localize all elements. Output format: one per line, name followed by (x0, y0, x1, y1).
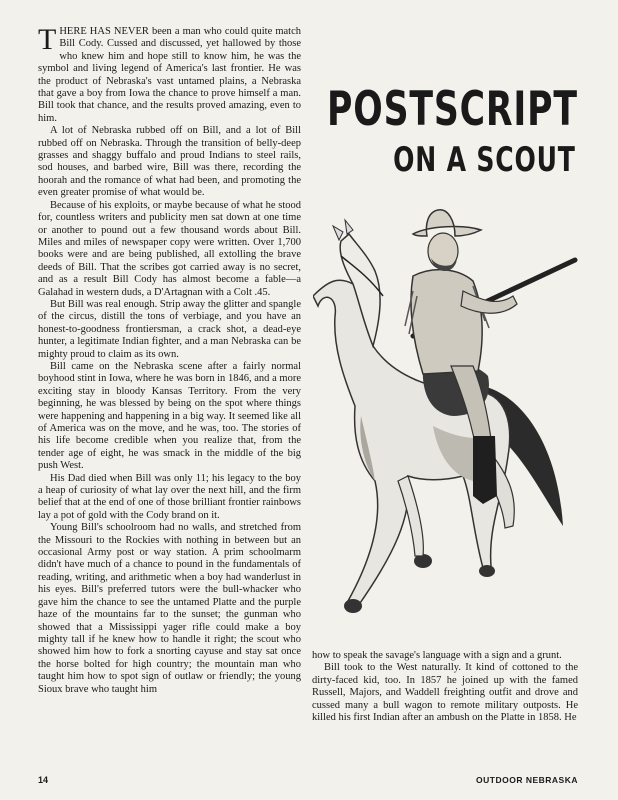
paragraph-1-text: HERE HAS NEVER been a man who could quite match Bill Cody. Cussed and discussed, yet hallowed by those who knew him and hope still to know him, he was the symbol and living legend of America's last frontier. He was the product of Nebraska's vast untamed plains, a Nebraska that gave a boy from Iowa the chance to prove himself a man. Bill took that chance, and the results proved amazing, even to him. (38, 26, 301, 124)
paragraph-7: Young Bill's schoolroom had no walls, and stretched from the Missouri to the Rockies with nothing in between but an occasional Army post or way station. A prim schoolmarm didn't have much of a chance to pound in the fundamentals of reading, writing, and arithmetic when a boy had wanderlust in his eyes. Bill's preferred tutors were the bull-whacker who gave him the chance to see the untamed Platte and the purple haze of the mountains far to the sunset; the gunman who showed that a Mississippi yager rifle could make a boy mighty tall if he knew how to handle it right; the scout who showed him how to fork a snorting cayuse and stay sat once the horse bolted for high country; the mountain man who taught him how to spot sign of outlaw or friendly; the young Sioux brave who taught him (38, 522, 301, 695)
drop-cap: T (38, 23, 57, 56)
buffalo-bill-on-horse-illustration (313, 196, 583, 626)
article-title: POSTSCRIPT (327, 82, 578, 137)
paragraph-3: Because of his exploits, or maybe because of what he stood for, countless writers and publicity men sat down at one time or another to pound out a few thousand words about Bill. Miles and miles of newspaper copy were written. Over 1,700 books were and are being published, all extolling the brave deeds of Bill. That the scribes got carried away is no secret, and as a result Bill Cody has almost become a fable—a Galahad in western duds, a D'Artagnan with a Colt .45. (38, 199, 301, 298)
article-subtitle: ON A SCOUT (393, 140, 576, 180)
page-number: 14 (38, 775, 49, 785)
paragraph-9: Bill took to the West naturally. It kind of cottoned to the dirty-faced kid, too. In 1857 he joined up with the famed Russell, Majors, and Waddell freighting outfit and drove and cussed many a bull wagon to remote military outposts. He killed his first Indian after an ambush on the Platte in 1858. He (312, 662, 578, 724)
paragraph-4: But Bill was real enough. Strip away the glitter and spangle of the circus, distill the tons of verbiage, and you have an honest-to-goodness frontiersman, a crack shot, a dead-eye hunter, a legitimate Indian fighter, and a man Nebraska can be mighty proud to claim as its own. (38, 298, 301, 360)
magazine-name: OUTDOOR NEBRASKA (476, 775, 578, 785)
article-body-left-column (38, 23, 301, 696)
paragraph-2: A lot of Nebraska rubbed off on Bill, and a lot of Bill rubbed off on Nebraska. Through the transition of belly-deep grasses and shaggy buffalo and proud Indians to steel rails, sod houses, and barbed wire, Bill was there, recording the hoorah and the romance of what had been, and promoting the even greater promise of what would be. (38, 125, 301, 199)
rider-body (411, 270, 482, 374)
rider-hat (413, 210, 481, 236)
article-body-right-column (312, 650, 578, 724)
paragraph-1 (38, 23, 301, 125)
rider-boot (473, 436, 497, 504)
paragraph-5: Bill came on the Nebraska scene after a fairly normal boyhood stint in Iowa, where he was born in 1846, and a more exciting stay in bloody Kansas Territory. From the very beginning, he was blessed by being on the spot where things were happening and happening in a big way. It seemed like all of America was on the move, and he was, too. The stories of his life become credible when you realize that, from the tender age of eight, he was smack in the middle of the big push West. (38, 360, 301, 472)
rider-face (428, 233, 458, 269)
paragraph-6: His Dad died when Bill was only 11; his legacy to the boy a heap of curiosity of what lay over the next hill, and the firm belief that at the end of one of those brilliant frontier rainbows lay a pot of gold with the Cody brand on it. (38, 472, 301, 521)
paragraph-8: how to speak the savage's language with a sign and a grunt. (312, 650, 562, 661)
